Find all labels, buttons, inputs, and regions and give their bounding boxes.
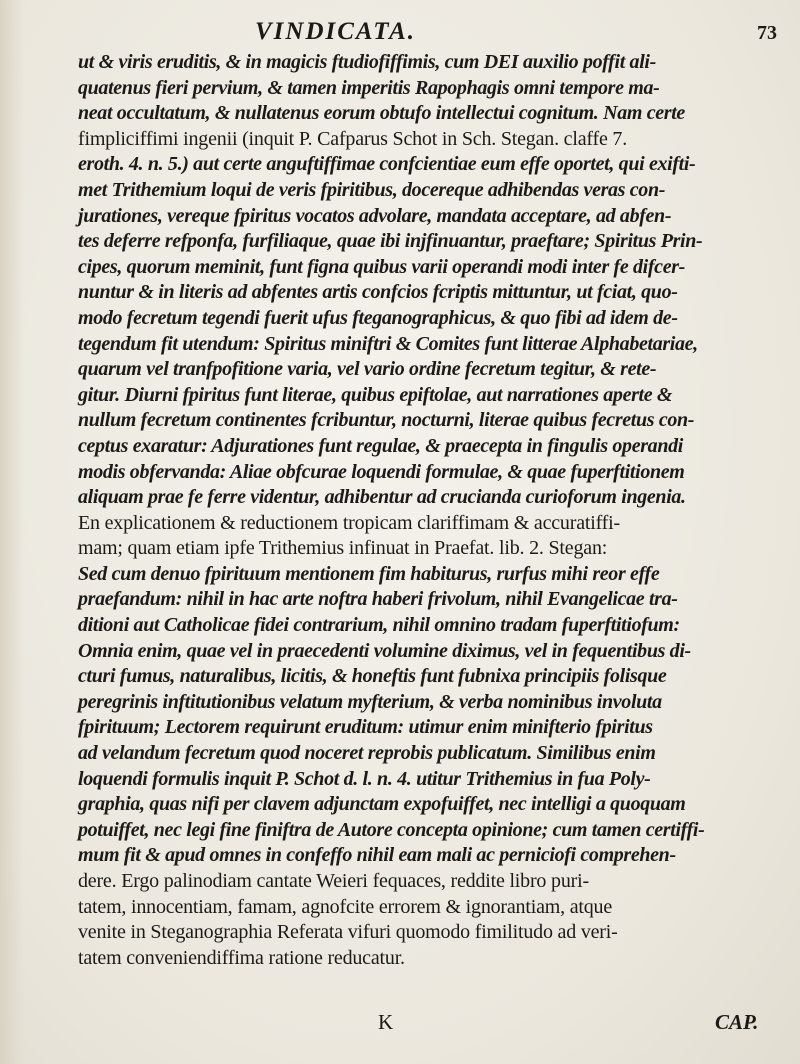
- text-line: modis obfervanda: Aliae obfcurae loquendi formulae, & quae fuperftitionem: [78, 460, 685, 483]
- text-line: nullum fecretum continentes fcribuntur, nocturni, literae quibus fecretus con-: [78, 409, 695, 432]
- text-line: tes deferre refponfa, furfiliaque, quae ibi injfinuantur, praeftare; Spiritus Prin-: [78, 230, 703, 253]
- text-line: fimpliciffimi ingenii (inquit P. Cafparus Schot in Sch. Stegan. claffe 7.: [78, 127, 628, 150]
- text-line: Omnia enim, quae vel in praecedenti volumine diximus, vel in fequentibus di-: [78, 639, 691, 662]
- text-line: nuntur & in literis ad abfentes artis confcios fcriptis mittuntur, ut fciat, quo-: [78, 281, 678, 304]
- text-line: quarum vel tranfpofitione varia, vel vario ordine fecretum tegitur, & rete-: [78, 358, 657, 381]
- spine-shadow: [0, 0, 24, 1064]
- text-line: En explicationem & reductionem tropicam clariffimam & accuratiffi-: [78, 511, 620, 534]
- text-line: mam; quam etiam ipfe Trithemius infinuat in Praefat. lib. 2. Stegan:: [78, 537, 608, 560]
- text-line: fpirituum; Lectorem requirunt eruditum: utimur enim minifterio fpiritus: [78, 716, 653, 739]
- page-header: [0, 14, 800, 50]
- text-line: neat occultatum, & nullatenus eorum obtufo intellectui cognitum. Nam certe: [78, 102, 685, 125]
- text-line: gitur. Diurni fpiritus funt literae, quibus epiftolae, aut narrationes aperte &: [78, 383, 673, 406]
- text-line: ceptus exaratur: Adjurationes funt regulae, & praecepta in fingulis operandi: [78, 434, 683, 457]
- text-line: cturi fumus, naturalibus, licitis, & honeftis funt fubnixa principiis folisque: [78, 665, 667, 688]
- text-line: dere. Ergo palinodiam cantate Weieri fequaces, reddite libro puri-: [78, 870, 589, 892]
- signature-mark: K: [378, 1010, 394, 1034]
- text-line: venite in Steganographia Referata vifuri quomodo fimilitudo ad veri-: [78, 921, 618, 944]
- text-line: ad velandum fecretum quod noceret reprobis publicatum. Similibus enim: [78, 742, 656, 765]
- page-number: 73: [757, 22, 777, 44]
- text-line: Sed cum denuo fpirituum mentionem fim habiturus, rurfus mihi reor effe: [78, 562, 660, 585]
- body-text: [78, 50, 782, 971]
- text-line: peregrinis inftitutionibus velatum myfterium, & verba nominibus involuta: [78, 690, 662, 713]
- text-line: praefandum: nihil in hac arte noftra haberi frivolum, nihil Evangelicae tra-: [78, 588, 678, 611]
- text-line: eroth. 4. n. 5.) aut certe anguftiffimae confcientiae eum effe oportet, qui exifti-: [78, 153, 696, 176]
- text-line: jurationes, vereque fpiritus vocatos advolare, mandata acceptare, ad abfen-: [78, 204, 672, 227]
- text-line: aliquam prae fe ferre videntur, adhibentur ad crucianda curioforum ingenia.: [78, 486, 686, 509]
- text-line: graphia, quas nifi per clavem adjunctam expofuiffet, nec intelligi a quoquam: [78, 793, 686, 816]
- catchword: CAP.: [715, 1010, 759, 1034]
- text-line: quatenus fieri pervium, & tamen imperitis Rapophagis omni tempore ma-: [78, 76, 660, 99]
- page-footer: [0, 1010, 800, 1040]
- text-line: ditioni aut Catholicae fidei contrarium, nihil omnino tradam fuperftitiofum:: [78, 614, 680, 637]
- running-head: VINDICATA.: [255, 18, 417, 45]
- text-line: modo fecretum tegendi fuerit ufus fteganographicus, & quo fibi ad idem de-: [78, 306, 678, 329]
- text-line: tatem conveniendiffima ratione reducatur.: [78, 946, 405, 969]
- text-line: cipes, quorum meminit, funt figna quibus varii operandi modi inter fe difcer-: [78, 255, 685, 278]
- text-line: tatem, innocentiam, famam, agnofcite errorem & ignorantiam, atque: [78, 895, 613, 918]
- text-line: potuiffet, nec legi fine finiftra de Autore concepta opinione; cum tamen certiffi-: [78, 818, 705, 841]
- text-line: loquendi formulis inquit P. Schot d. l. n. 4. utitur Trithemius in fua Poly-: [78, 767, 651, 790]
- text-line: mum fit & apud omnes in confeffo nihil eam mali ac perniciofi comprehen-: [78, 844, 676, 867]
- text-line: met Trithemium loqui de veris fpiritibus, docereque adhibendas veras con-: [78, 178, 666, 201]
- text-line: tegendum fit utendum: Spiritus miniftri & Comites funt litterae Alphabetariae,: [78, 332, 698, 355]
- text-line: ut & viris eruditis, & in magicis ftudiofiffimis, cum DEI auxilio poffit ali-: [78, 51, 656, 73]
